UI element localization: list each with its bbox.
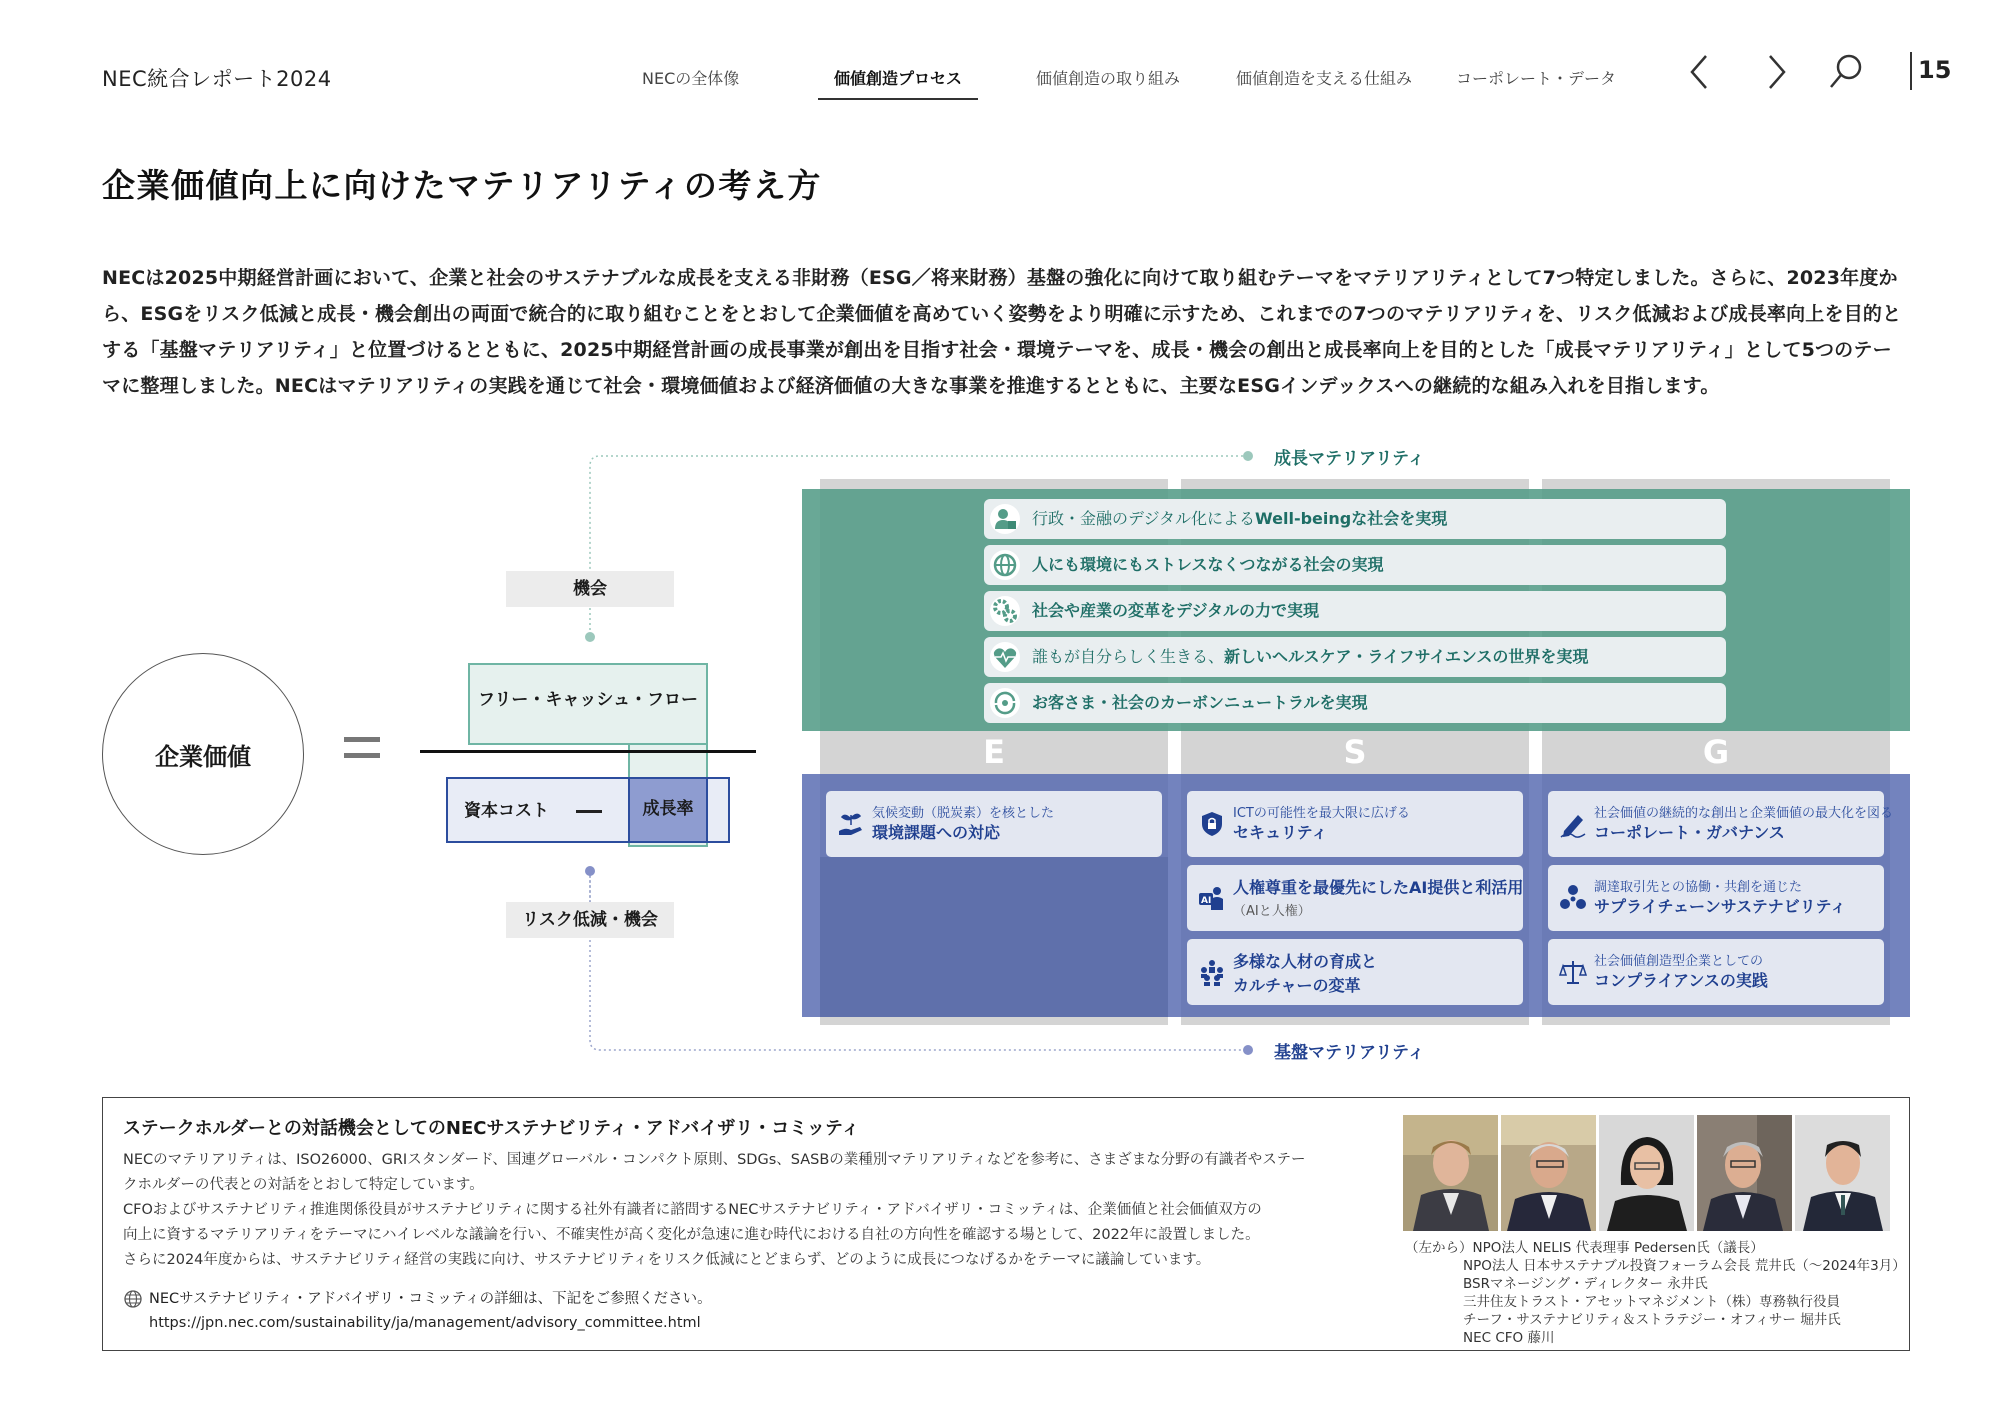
advisory-committee-box [102,1097,1910,1351]
advisory-link-text: NECサステナビリティ・アドバイザリ・コミッティの詳細は、下記をご参照ください。 [149,1291,712,1307]
growth-item-label: お客さま・社会のカーボンニュートラルを実現 [1032,693,1368,712]
growth-item-prefix: 誰もが自分らしく生きる、 [1032,647,1225,666]
advisory-line: 向上に資するマテリアリティをテーマにハイレベルな議論を行い、不確実性が高く変化が急速に進む時代における自社の方向性を確認する場として、2022年に設置しました。 [123,1227,1260,1243]
growth-item-label: 人にも環境にもストレスなくつながる社会の実現 [1032,555,1384,574]
growth-item-connected-society [984,545,1726,585]
advisory-body [123,1148,1443,1273]
fraction-line [420,750,756,753]
growth-item-label: 新しいヘルスケア・ライフサイエンスの世界を実現 [1224,647,1589,666]
carbon-cycle-icon [990,688,1020,718]
committee-member-photo [1697,1115,1792,1231]
column-g-letter: G [1702,733,1730,771]
ai-person-icon [1197,883,1227,913]
advisory-line: NECのマテリアリティは、ISO26000、GRIスタンダード、国連グローバル・コンパクト原則、SDGs、SASBの業種別マテリアリティなどを参考に、さまざまな分野の有識者やステー [123,1152,1306,1168]
caption-line: チーフ・サステナビリティ＆ストラテジー・オフィサー 堀井氏 [1463,1312,1841,1328]
gears-icon [990,596,1020,626]
nav-supporting-mechanisms[interactable]: 価値創造を支える仕組み [1236,69,1413,88]
growth-item-healthcare [984,637,1726,677]
base-item-main-line2: カルチャーの変革 [1233,976,1361,995]
intro-paragraph: NECは2025中期経営計画において、企業と社会のサステナブルな成長を支える非財務（ESG／将来財務）基盤の強化に向けて取り組むテーマをマテリアリティとして7つ特定しました。さらに、2023年度から、ESGをリスク低減と成長・機会創出の両面で統合的に取り組むことをとおして企業価値を高めていく姿勢をより明確に示すため、これまでの7つのマテリアリティを、リスク低減および成長率向上を目的とする「基盤マテリアリティ」と位置づけるとともに、2025中期経営計画の成長事業が創出を目指す社会・環境テーマを、成長・機会の創出と成長率向上を目的とした「成長マテリアリティ」として5つのテーマに整理しました。NECはマテリアリティの実践を通じて社会・環境価値および経済価値の大きな事業を推進するとともに、主要なESGインデックスへの継続的な組み入れを目指します。 [102,267,1902,397]
growth-materiality-label: 成長マテリアリティ [1274,449,1425,469]
base-item-main: コーポレート・ガバナンス [1594,823,1785,842]
column-e-letter: E [983,733,1005,771]
base-item-sub: 調達取引先との協働・共創を通じた [1594,880,1803,895]
caption-line: （左から）NPO法人 NELIS 代表理事 Pedersen氏（議長） [1405,1240,1764,1256]
base-materiality-label: 基盤マテリアリティ [1274,1043,1425,1063]
corporate-value-circle: 企業価値 [102,653,304,855]
base-item-sub: 気候変動（脱炭素）を核とした [872,806,1055,821]
committee-member-photo [1501,1115,1596,1231]
committee-member-photo [1795,1115,1890,1231]
nav-value-creation-efforts[interactable]: 価値創造の取り組み [1036,69,1181,88]
svg-text:AI: AI [1201,896,1212,906]
base-item-compliance [1548,939,1884,1005]
equals-sign [344,737,380,763]
base-item-sub: ICTの可能性を最大限に広げる [1233,806,1410,821]
growth-item-carbon-neutral [984,683,1726,723]
base-item-security [1187,791,1523,857]
committee-member-photo [1599,1115,1694,1231]
network-icon [1558,883,1588,913]
base-item-note: （AIと人権） [1233,904,1311,919]
base-item-main: サプライチェーンサステナビリティ [1594,897,1847,916]
base-item-main: 人権尊重を最優先にしたAI提供と利活用 [1233,878,1524,897]
base-item-sub: 社会価値の継続的な創出と企業価値の最大化を図る [1594,806,1894,821]
base-item-sub: 社会価値創造型企業としての [1594,954,1764,969]
heart-pulse-icon [990,642,1020,672]
advisory-title: ステークホルダーとの対話機会としてのNECサステナビリティ・アドバイザリ・コミッティ [123,1118,860,1139]
caption-line: BSRマネージング・ディレクター 永井氏 [1463,1276,1708,1292]
nav-value-creation-process[interactable]: 価値創造プロセス [818,66,978,100]
committee-photos [1403,1115,1893,1231]
nav-overview[interactable]: NECの全体像 [642,69,740,88]
capital-cost-label: 資本コスト [464,801,549,821]
caption-line: NEC CFO 藤川 [1463,1330,1555,1346]
advisory-line: クホルダーの代表との対話をとおして特定しています。 [123,1177,484,1193]
base-item-main: セキュリティ [1233,823,1328,842]
plant-hand-icon [836,809,866,839]
growth-item-wellbeing [984,499,1726,539]
person-icon [990,504,1020,534]
scale-icon [1558,957,1588,987]
base-item-governance [1548,791,1894,857]
people-group-icon [1197,957,1227,987]
pen-icon [1558,809,1588,839]
opportunity-tag: 機会 [506,571,674,607]
growth-item-label: 社会や産業の変革をデジタルの力で実現 [1032,601,1320,620]
committee-member-photo [1403,1115,1498,1231]
globe-network-icon [990,550,1020,580]
advisory-link-url[interactable]: https://jpn.nec.com/sustainability/ja/management/advisory_committee.html [149,1315,701,1331]
base-item-main: コンプライアンスの実践 [1594,971,1768,990]
growth-item-prefix: 行政・金融のデジタル化による [1032,509,1256,528]
advisory-line: さらに2024年度からは、サステナビリティ経営の実践に向け、サステナビリティをリスク低減にとどまらず、どのように成長につなげるかをテーマに議論しています。 [123,1252,1211,1268]
free-cash-flow-box: フリー・キャッシュ・フロー [468,663,708,745]
advisory-line: CFOおよびサステナビリティ推進関係役員がサステナビリティに関する社外有識者に諮問するNECサステナビリティ・アドバイザリ・コミッティは、企業価値と社会価値双方の [123,1202,1262,1218]
base-column-e-shade [820,857,1168,1017]
column-s-letter: S [1343,733,1367,771]
base-item-environment [826,791,1162,857]
base-item-supply-chain [1548,865,1884,931]
caption-line: NPO法人 日本サステナブル投資フォーラム会長 荒井氏（〜2024年3月） [1463,1258,1906,1274]
growth-item-digital-transformation [984,591,1726,631]
risk-reduction-tag: リスク低減・機会 [506,902,674,938]
base-item-ai-human-rights [1187,865,1523,931]
minus-sign [576,810,602,813]
base-item-diversity [1187,939,1523,1005]
globe-icon [123,1289,143,1309]
base-item-main: 環境課題への対応 [872,823,1001,842]
caption-line: 三井住友トラスト・アセットマネジメント（株）専務執行役員 [1463,1294,1841,1310]
growth-item-label: Well-beingな社会を実現 [1255,509,1448,528]
photo-caption [1405,1239,1906,1347]
nav-corporate-data[interactable]: コーポレート・データ [1456,69,1617,88]
report-brand: NEC統合レポート2024 [102,67,332,91]
shield-icon [1197,809,1227,839]
page-number: 15 [1918,56,1952,84]
advisory-link-block [123,1287,712,1335]
page-title: 企業価値向上に向けたマテリアリティの考え方 [102,166,822,205]
base-item-main: 多様な人材の育成と [1233,952,1378,971]
growth-rate-box: 成長率 [628,777,708,843]
